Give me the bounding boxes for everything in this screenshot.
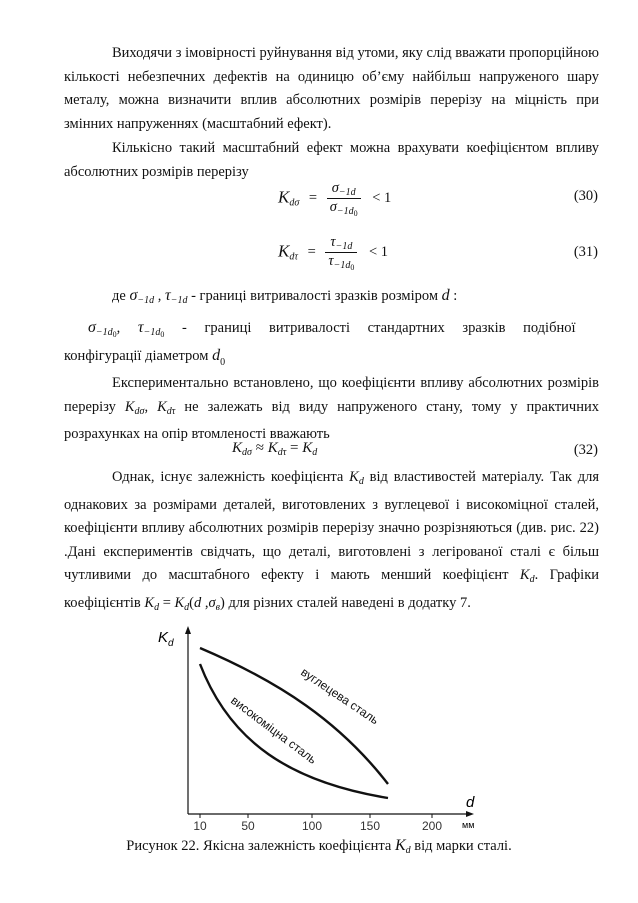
curve-high-strength-steel [200, 664, 388, 798]
equation-32: $K_{d\sigma} \approx K_{d\tau} = K_d$ [232, 440, 318, 458]
paragraph-coefficient: Кількісно такий масштабний ефект можна врахувати коефіцієнтом впливу абсолютних розмірів перерізу [64, 140, 599, 180]
x-axis-unit: мм [462, 820, 475, 830]
equation-32-number: (32) [573, 442, 598, 458]
figure-22-chart [150, 622, 490, 832]
paragraph-where-3: конфігурації діаметром $d_0$ [64, 347, 226, 368]
y-axis-label: $K_d$ [158, 629, 174, 649]
x-axis-label: d [466, 794, 475, 811]
figure-caption: Рисунок 22. Якісна залежність коефіцієнта $K_d$ від марки сталі. [126, 837, 512, 856]
equation-30: $K_{d\sigma}$ = $\frac{\sigma_{-1d}}{\sigma_{-1d0}}$ < 1 [278, 180, 392, 218]
curve-upper-label: вуглецева сталь [298, 664, 382, 728]
paragraph-where: де $\sigma_{-1d}$ , $\tau_{-1d}$ - границі витривалості зразків розміром d : [112, 287, 458, 306]
y-axis-arrow [185, 626, 191, 634]
equation-31: $K_{d\tau}$ = $\frac{\tau_{-1d}}{\tau_{-1d0}}$ < 1 [278, 234, 389, 272]
paragraph-however: Однак, існує залежність коефіцієнта $K_d$ від властивостей матеріалу. Так для однакових за розмірами деталей, виготовлених з вуглецевої і високоміцної сталей, коефіцієнти впливу абсолютних розмірів перерізу значно розрізняються (див. рис. 22) .Дані експериментів свідчать, що деталі, виготовлені з легірованої сталі є більш чутливими до масштабного ефекту і мають менший коефіцієнт $K_d$. Графіки коефіцієнтів $K_d = K_d(d$ $,\sigma_в$) для різних сталей наведені в додатку 7. [64, 469, 600, 613]
x-tick-label: 100 [301, 819, 323, 832]
paragraph-where-2: $\sigma_{-1d0}$, $\tau_{-1d0}$ - границі витривалості стандартних зразків подібної [88, 319, 576, 339]
x-tick-label: 200 [421, 819, 443, 832]
x-tick-label: 50 [241, 819, 255, 832]
equation-31-number: (31) [573, 244, 598, 260]
curve-lower-label: високоміцна сталь [228, 693, 320, 767]
equation-30-number: (30) [573, 188, 598, 204]
x-tick-label: 150 [359, 819, 381, 832]
paragraph-experimental: Експериментально встановлено, що коефіцієнти впливу абсолютних розмірів перерізу $K_{d\sigma}$, $K_{d\tau}$ не залежать від виду напруженого стану, тому у практичних розрахунках на опір втомленості вважають [64, 375, 599, 443]
paragraph-intro: Виходячи з імовірності руйнування від утоми, яку слід вважати пропорційною кількості небезпечних дефектів на одиницю об’єму найбільш напруженого шару металу, можна визначити вплив абсолютних розмірів перерізу на міцність при змінних напруженнях (масштабний ефект). [64, 45, 599, 132]
x-tick-label: 10 [193, 819, 207, 832]
x-axis-arrow [466, 811, 474, 817]
